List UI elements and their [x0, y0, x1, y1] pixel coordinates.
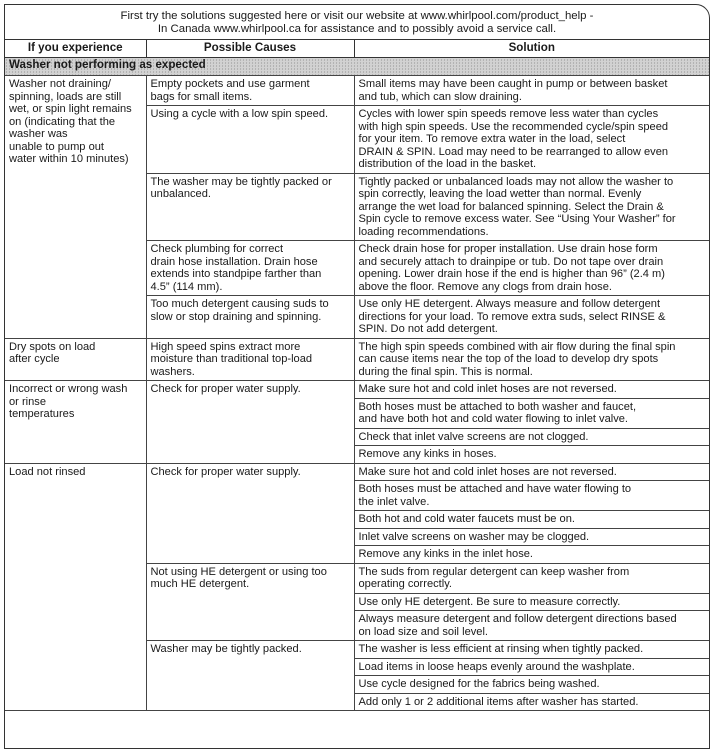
solution-cell-line: Check that inlet valve screens are not clogged.	[358, 430, 589, 443]
cause-cell	[146, 338, 354, 381]
solution-cell	[354, 173, 709, 241]
cause-cell	[146, 641, 354, 711]
solution-cell-line: Both hoses must be attached to both washer and faucet,	[358, 400, 637, 413]
solution-cell	[354, 658, 709, 676]
cause-cell-line: Washer may be tightly packed.	[150, 643, 302, 655]
solution-cell	[354, 563, 709, 593]
solution-cell-line: Use only HE detergent. Be sure to measure correctly.	[358, 595, 621, 608]
solution-cell-line: on load size and soil level.	[358, 625, 489, 638]
solution-cell-line: Small items may have been caught in pump or between basket	[358, 78, 668, 90]
solution-cell-line: Make sure hot and cold inlet hoses are not reversed.	[358, 383, 617, 395]
cause-cell-line: Check plumbing for correct	[150, 243, 284, 255]
experience-cell	[5, 381, 146, 464]
cause-cell-line: extends into standpipe farther than	[150, 268, 322, 280]
solution-cell-line: The high spin speeds combined with air flow during the final spin	[358, 340, 676, 353]
solution-cell	[354, 693, 709, 711]
solution-cell-line: spin correctly, leaving the load wetter than normal. Evenly	[358, 188, 642, 200]
solution-cell	[354, 546, 709, 564]
cause-cell-line: much HE detergent.	[150, 578, 250, 590]
header-solution: Solution	[354, 40, 709, 58]
solution-cell-line: and have both hot and cold water flowing to inlet valve.	[358, 413, 629, 425]
cause-cell-line: 4.5” (114 mm).	[150, 280, 223, 293]
solution-cell	[354, 241, 709, 296]
cause-cell	[146, 381, 354, 464]
solution-cell	[354, 593, 709, 611]
cause-cell-line: drain hose installation. Drain hose	[150, 255, 318, 268]
cause-cell	[146, 296, 354, 339]
solution-cell-line: Add only 1 or 2 additional items after washer has started.	[358, 695, 639, 708]
solution-cell	[354, 106, 709, 174]
solution-cell	[354, 398, 709, 428]
table-row	[5, 76, 709, 106]
solution-cell-line: Both hot and cold water faucets must be on.	[358, 513, 575, 525]
solution-cell-line: Use only HE detergent. Always measure and follow detergent	[358, 298, 661, 310]
intro-line-2: In Canada www.whirlpool.ca for assistance and to possibly avoid a service call.	[157, 23, 557, 35]
solution-cell	[354, 446, 709, 464]
cause-cell	[146, 76, 354, 106]
solution-cell-line: Always measure detergent and follow detergent directions based	[358, 613, 677, 625]
solution-cell-line: opening. Lower drain hose if the end is higher than 96” (2.4 m)	[358, 268, 665, 280]
header-causes: Possible Causes	[146, 40, 354, 58]
cause-cell	[146, 463, 354, 563]
troubleshooting-table	[5, 40, 709, 711]
cause-cell-line: Using a cycle with a low spin speed.	[150, 108, 329, 120]
experience-cell-line: washer was	[9, 128, 68, 140]
experience-cell-line: after cycle	[9, 353, 60, 365]
experience-cell-line: water within 10 minutes)	[9, 153, 129, 165]
solution-cell-line: arrange the wet load for balanced spinning. Select the Drain &	[358, 200, 664, 213]
solution-cell-line: Inlet valve screens on washer may be clogged.	[358, 530, 590, 543]
cause-cell-line: moisture than traditional top-load	[150, 353, 313, 365]
table-row	[5, 381, 709, 399]
solution-cell-line: with high spin speeds. Use the recommended cycle/spin speed	[358, 120, 669, 133]
experience-cell-line: Load not rinsed	[9, 465, 86, 478]
solution-cell-line: for your item. To remove extra water in the load, select	[358, 133, 626, 145]
experience-cell-line: or rinse	[9, 395, 46, 408]
solution-cell-line: The suds from regular detergent can keep washer from	[358, 565, 630, 578]
cause-cell	[146, 241, 354, 296]
solution-cell-line: and tub, which can slow draining.	[358, 90, 522, 103]
experience-cell-line: Incorrect or wrong wash	[9, 383, 128, 395]
experience-cell-line: wet, or spin light remains	[9, 103, 132, 115]
solution-cell	[354, 463, 709, 481]
solution-cell-line: during the final spin. This is normal.	[358, 365, 533, 378]
solution-cell-line: DRAIN & SPIN. Load may need to be rearranged to allow even	[358, 145, 669, 158]
solution-cell-line: directions for your load. To remove extra suds, select RINSE &	[358, 310, 666, 323]
solution-cell-line: Spin cycle to remove excess water. See “Using Your Washer” for	[358, 213, 676, 225]
solution-cell	[354, 641, 709, 659]
cause-cell-line: Empty pockets and use garment	[150, 78, 310, 90]
experience-cell	[5, 76, 146, 339]
solution-cell-line: The washer is less efficient at rinsing when tightly packed.	[358, 643, 644, 655]
experience-cell-line: Washer not draining/	[9, 78, 111, 90]
table-row	[5, 338, 709, 381]
solution-cell	[354, 338, 709, 381]
solution-cell-line: distribution of the load in the basket.	[358, 158, 537, 170]
experience-cell	[5, 338, 146, 381]
cause-cell-line: Check for proper water supply.	[150, 383, 301, 395]
solution-cell	[354, 611, 709, 641]
solution-cell-line: Check drain hose for proper installation. Use drain hose form	[358, 243, 658, 255]
cause-cell	[146, 173, 354, 241]
cause-cell-line: Not using HE detergent or using too	[150, 565, 327, 578]
solution-cell	[354, 528, 709, 546]
solution-cell-line: Cycles with lower spin speeds remove less water than cycles	[358, 108, 659, 120]
troubleshooting-sheet	[4, 4, 710, 749]
experience-cell-line: Dry spots on load	[9, 340, 96, 353]
solution-cell-line: and securely attach to drainpipe or tub. Do not tape over drain	[358, 255, 664, 268]
intro-note	[5, 5, 709, 40]
solution-cell	[354, 481, 709, 511]
solution-cell	[354, 676, 709, 694]
solution-cell	[354, 381, 709, 399]
cause-cell-line: Check for proper water supply.	[150, 465, 301, 478]
table-row	[5, 463, 709, 481]
solution-cell-line: operating correctly.	[358, 578, 453, 590]
experience-cell-line: temperatures	[9, 408, 75, 420]
header-experience: If you experience	[5, 40, 146, 58]
solution-cell-line: Remove any kinks in the inlet hose.	[358, 548, 534, 560]
solution-cell-line: can cause items near the top of the load to develop dry spots	[358, 353, 659, 365]
solution-cell-line: Use cycle designed for the fabrics being washed.	[358, 678, 600, 690]
solution-cell	[354, 511, 709, 529]
solution-cell-line: Make sure hot and cold inlet hoses are not reversed.	[358, 465, 617, 478]
solution-cell-line: Remove any kinks in hoses.	[358, 448, 497, 460]
cause-cell-line: bags for small items.	[150, 90, 253, 103]
solution-cell-line: the inlet valve.	[358, 495, 430, 508]
cause-cell	[146, 563, 354, 641]
solution-cell-line: loading recommendations.	[358, 225, 489, 238]
solution-cell-line: above the floor. Remove any clogs from drain hose.	[358, 280, 612, 293]
cause-cell-line: unbalanced.	[150, 188, 211, 200]
cause-cell	[146, 106, 354, 174]
cause-cell-line: High speed spins extract more	[150, 340, 301, 353]
solution-cell-line: Tightly packed or unbalanced loads may not allow the washer to	[358, 175, 674, 188]
solution-cell	[354, 76, 709, 106]
intro-line-1: First try the solutions suggested here or visit our website at www.whirlpool.com/product_help -	[120, 10, 594, 22]
solution-cell	[354, 296, 709, 339]
solution-cell-line: Load items in loose heaps evenly around the washplate.	[358, 660, 635, 673]
cause-cell-line: The washer may be tightly packed or	[150, 175, 332, 188]
header-row	[5, 40, 709, 58]
section-title: Washer not performing as expected	[5, 58, 709, 76]
experience-cell-line: unable to pump out	[9, 140, 104, 153]
section-row	[5, 58, 709, 76]
solution-cell	[354, 428, 709, 446]
solution-cell-line: Both hoses must be attached and have water flowing to	[358, 483, 632, 495]
solution-cell-line: SPIN. Do not add detergent.	[358, 323, 498, 335]
experience-cell-line: spinning, loads are still	[9, 90, 122, 103]
experience-cell	[5, 463, 146, 711]
cause-cell-line: slow or stop draining and spinning.	[150, 310, 322, 323]
cause-cell-line: Too much detergent causing suds to	[150, 298, 329, 310]
cause-cell-line: washers.	[150, 365, 195, 378]
experience-cell-line: on (indicating that the	[9, 115, 116, 128]
